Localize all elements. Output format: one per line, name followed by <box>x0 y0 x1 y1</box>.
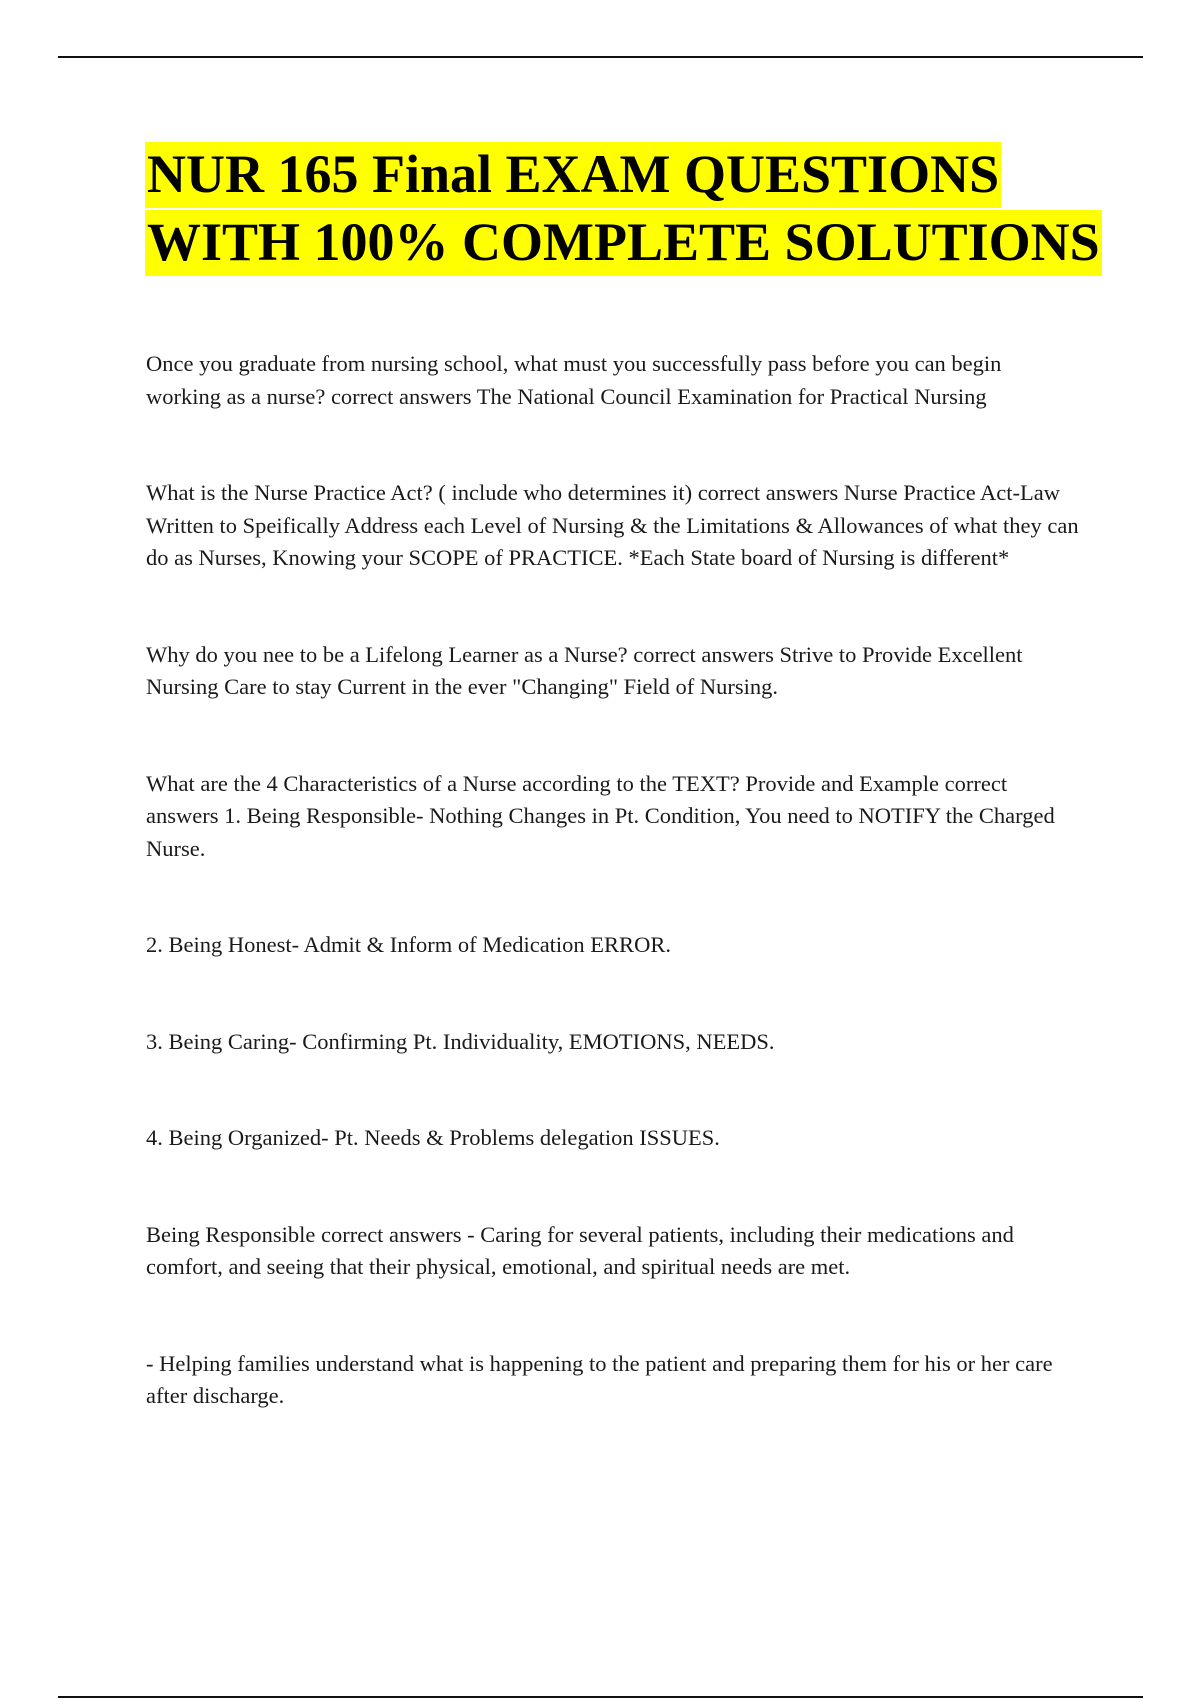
document-title <box>145 140 1145 276</box>
paragraph-9: - Helping families understand what is happening to the patient and preparing them for his or her care after discharge. <box>146 1350 1053 1408</box>
paragraph-1: Once you graduate from nursing school, what must you successfully pass before you can begin working as a nurse? correct answers The National Council Examination for Practical Nursing <box>146 351 1002 409</box>
document-title-line-1: NUR 165 Final EXAM QUESTIONS <box>145 142 1001 208</box>
paragraph-7: 4. Being Organized- Pt. Needs & Problems delegation ISSUES. <box>146 1125 720 1150</box>
header-rule <box>58 56 1143 58</box>
document-body <box>146 348 1081 1477</box>
paragraph-2: What is the Nurse Practice Act? ( include who determines it) correct answers Nurse Practice Act-Law Written to Speifically Address each Level of Nursing & the Limitations & Allowances of what they can do as Nurses, Knowing your SCOPE of PRACTICE. *Each State board of Nursing is different* <box>146 480 1079 570</box>
paragraph-4: What are the 4 Characteristics of a Nurse according to the TEXT? Provide and Example correct answers 1. Being Responsible- Nothing Changes in Pt. Condition, You need to NOTIFY the Charged Nurse. <box>146 770 1055 861</box>
paragraph-6: 3. Being Caring- Confirming Pt. Individuality, EMOTIONS, NEEDS. <box>146 1028 775 1054</box>
paragraph-5: 2. Being Honest- Admit & Inform of Medication ERROR. <box>146 932 671 957</box>
paragraph-3: Why do you nee to be a Lifelong Learner as a Nurse? correct answers Strive to Provide Excellent Nursing Care to stay Current in the ever "Changing" Field of Nursing. <box>146 641 1023 699</box>
footer-rule <box>58 1696 1143 1698</box>
document-title-line-2: WITH 100% COMPLETE SOLUTIONS <box>145 210 1102 276</box>
paragraph-8: Being Responsible correct answers - Caring for several patients, including their medications and comfort, and seeing that their physical, emotional, and spiritual needs are met. <box>146 1221 1014 1279</box>
